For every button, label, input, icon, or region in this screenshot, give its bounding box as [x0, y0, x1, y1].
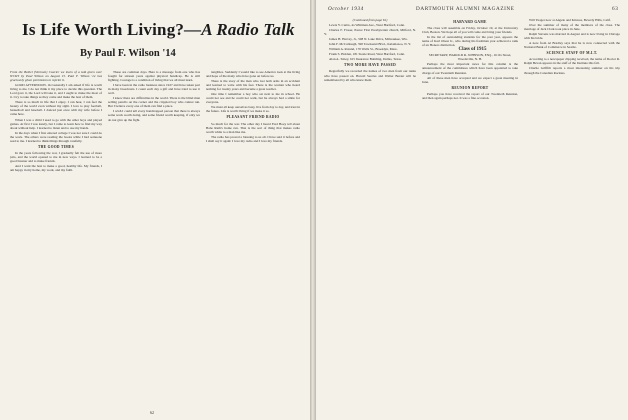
running-head-title: DARTMOUTH ALUMNI MAGAZINE: [416, 6, 515, 12]
paragraph: According to a newspaper clipping received, the name of Doctor R. Ralph Bevan appears in the staff of the Institute this fall.: [524, 57, 620, 66]
page-number: 62: [150, 410, 154, 415]
right-column-3: [524, 18, 620, 414]
paragraph: I wish I could tell every handicapped person that there is always some work worth doing, and some friend worth keeping, if only we do not give up the fight.: [108, 109, 200, 122]
paragraph: One time I remember a boy who sat next to me in school. He could not see and he could not walk, but he always had a smile for everyone.: [206, 92, 300, 105]
address-entry: Lewis Y. Curtis, 4a Whitman Ave., West Hartford, Conn.: [329, 23, 405, 28]
paragraph: A note from Al Bradley says that he is now connected with the National Bank of Commerce in Seattle.: [524, 41, 620, 50]
paragraph: When I was a child I used to go with the other boys and played games. At first I was lonely, but I came to learn how to find my way about without help. I learned to listen and to use my hands.: [10, 117, 102, 130]
class-heading: Class of 1915: [458, 47, 487, 53]
page-number: 63: [612, 6, 619, 12]
section-heading: PLEASANT FRIEND RADIO: [226, 115, 280, 120]
paragraph: The radio has proved a blessing to us all. I have said it before and I shall say it again: I love my radio and I love my friends.: [206, 134, 300, 143]
paragraph: Will Yeager now at Angelo and Kinross, Beverly Hills, Calif.: [529, 18, 611, 22]
paragraph: I know there are difficulties in the world. There is the blind man selling pencils on the corner and the crippled boy who cannot run. But I believe every one of them can find a place.: [108, 96, 200, 109]
class-secretary: SECRETARY, HAROLD R. JOHNSON, ESQ., 16 Ox Street, Woodsville, N. H.: [428, 53, 512, 62]
paragraph: There is the story of the man who lost both arms in an accident and learned to write with his feet. There is the woman who heard nothing for twenty years and became a great teacher.: [206, 79, 300, 92]
paragraph: Perhaps the most important news for this column is the announcement of the committees which have been appointed to take charge of our Twentieth Reunion.: [422, 62, 518, 75]
left-column-1: [10, 70, 102, 410]
right-column-1: [324, 18, 416, 414]
right-column-2: [422, 18, 518, 414]
paragraph: I have been in the radio business since 1927 and have taken part in many broadcasts. I count each day a gift and have tried to use it well.: [108, 83, 200, 96]
paragraph: tangibles. Suddenly I would like to see America look at the living and hope of the many who have gone on before us.: [206, 70, 300, 79]
article-title: Is Life Worth Living?—A Radio Talk: [22, 20, 295, 39]
section-heading: HARVARD GAME: [453, 20, 487, 24]
left-column-3: [206, 70, 300, 410]
paragraph: In the list of outstanding students for the past year, appears the name of Karl Olson Jr., who during his freshman year achieved a rank of an Honors distinction.: [422, 35, 518, 48]
intro-note: From the Bethel (Vermont) Courier we learn of a talk given over WCKY by Paul Wilson on August 15. Paul F. Wilson '14 has graciously given permission to reprint it.: [10, 70, 102, 83]
address-entry: William A. Roland, 170 Wells St., Brooklyn, Mass.: [329, 47, 398, 52]
paragraph: Ralph Stevens was married in August and is now living in Chicago with his bride.: [524, 32, 620, 41]
paragraph: We must all keep ourselves busy, live from day to day, and trust in the future. Life is worth living if we make it so.: [206, 105, 300, 114]
paragraph: These are common days. Here is a message from one who has fought for sixteen years against physical handicap. He is still fighting. Courage is a condition of living that we all must learn.: [108, 70, 200, 83]
section-heading: THE GOOD TIMES: [37, 144, 75, 149]
section-heading: TWO MORE HAVE PASSED: [343, 63, 397, 68]
address-entry: Charles F. Fraser, Pastor First Presbyterian church, Milford, N. Y.: [324, 28, 416, 37]
paragraph: Regretfully we recorded the names of two men from our ranks who have passed on. Harold Searles and Walter Baxter will be remembered by all who knew them.: [324, 69, 416, 82]
paragraph: The class will assemble on Friday, October 19, at the University Club, Boston. We hope all of you will come and bring your friends.: [422, 26, 518, 35]
continued-note: (Continued from page 61): [352, 18, 388, 22]
left-column-2: [108, 70, 200, 410]
left-page: [0, 0, 310, 420]
paragraph: GOOD AFTERNOON. Occasionally I am asked if life is worth living to me. I do not think it my place to decide this question. The Lord gave it, the Lord will take it, and I ought to make the most of it. I try to take things as they come and make the best of them.: [10, 83, 102, 100]
paragraph: Charlie Griffith reports a most interesting summer on his trip through the Canadian Rockies.: [524, 66, 620, 75]
paragraph: Over the summer of many of the members of the class. The marriage of Jack Clark took place in June.: [524, 23, 620, 32]
address-entry: John F. McCullough, 590 Townsend Blvd., Kalamazoo, N. Y.: [329, 42, 412, 47]
running-head-date: October 1934: [328, 6, 364, 12]
right-page: [316, 0, 628, 420]
address-entry: James H. Harvey, Jr., 508 N. Lake Drive, Milwaukee, Wis.: [329, 37, 408, 42]
address-entry: Frank S. Holden, 181 Steele Road, West Hartford, Conn.: [329, 52, 405, 57]
address-entry: Alan A. Tobey, 615 Insurance Building, Dallas, Texas.: [329, 57, 402, 62]
paragraph: So much for the war. The other day I heard Fred Hoey tell about Babe Ruth's home run. That is the sort of thing that makes radio worth while to a man like me.: [206, 121, 300, 134]
article-byline: By Paul F. Wilson '14: [80, 48, 176, 59]
paragraph: In the years following the war, I gradually felt the use of more jobs, and the world opened to me in new ways. I learned to be a good listener and to make friends.: [10, 150, 102, 163]
section-heading: SCIENCE STAFF OF M.I.T.: [546, 51, 598, 56]
paragraph: In the days when I first entered college I was not sure I could do the work. The others were reading the books while I had someone read to me. I learned to think things through carefully.: [10, 130, 102, 143]
paragraph: And I want the best to make a good, healthy life. My friends, I am happy in my home, my work, and my faith.: [10, 163, 102, 173]
paragraph: All of these men have accepted and we expect a great meeting in June.: [422, 75, 518, 84]
section-heading: REUNION REPORT: [451, 85, 489, 90]
paragraph: There is so much in life that I enjoy. I can hear, I can feel the beauty of the world even without my sight. I love to play football, basketball and baseball. I danced just once with my wife before I came here.: [10, 100, 102, 117]
paragraph: Perhaps you have received the report of our Twentieth Reunion, and then again perhaps not. It was a fine occasion.: [422, 91, 518, 100]
